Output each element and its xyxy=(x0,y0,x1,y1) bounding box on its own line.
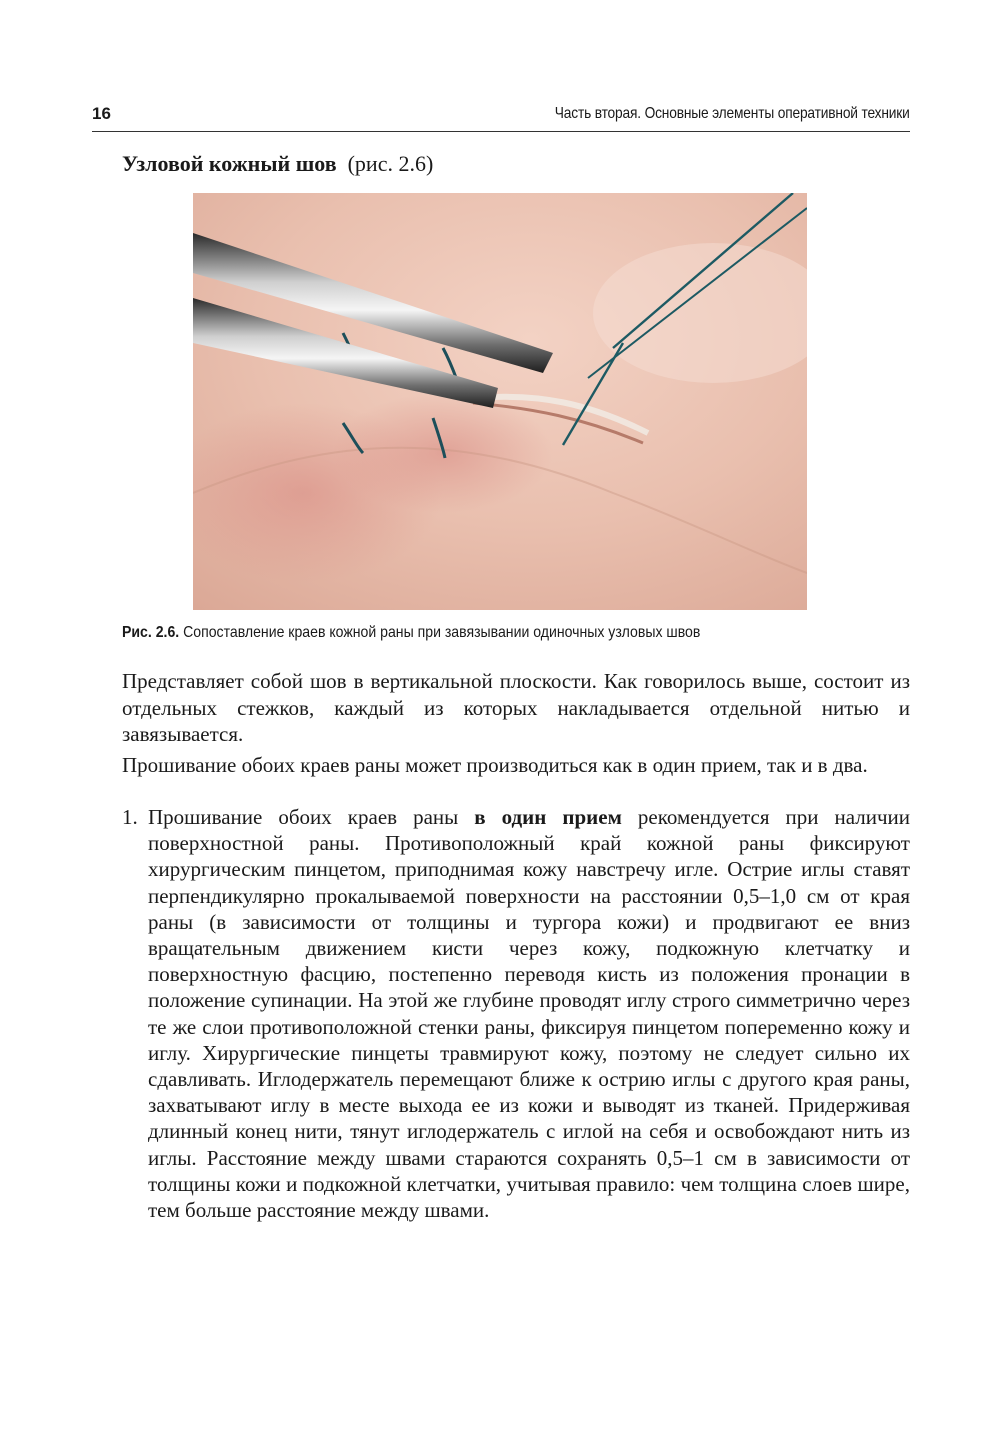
numbered-list xyxy=(122,804,910,1223)
paragraph-1: Представляет собой шов в вертикальной плоскости. Как говорилось выше, состоит из отдельных стежков, каждый из которых накладывается отдельной нитью и завязывается. xyxy=(122,669,910,746)
figure-caption-text: Сопоставление краев кожной раны при завязывании одиночных узловых швов xyxy=(183,624,701,641)
list-item xyxy=(122,804,910,1223)
list-item-emphasis: в один прием xyxy=(474,805,622,829)
figure-label: Рис. 2.6. xyxy=(122,624,180,641)
section-title xyxy=(122,151,433,177)
list-item-text-rest: рекомендуется при наличии поверхностной раны. Противоположный край кожной раны фиксируют хирургическим пинцетом, приподнимая кожу навстречу игле. Острие иглы ставят перпендикулярно прокалываемой поверхности на расстоянии 0,5–1,0 см от края раны (в зависимости от толщины и тургора кожи) и продвигают ее вниз вращательным движением кисти через кожу, подкожную клетчатку и поверхностную фасцию, постепенно переводя кисть из положения пронации в положение супинации. На этой же глубине проводят иглу строго симметрично через те же слои противоположной стенки раны, фиксируя пинцетом попеременно кожу и иглу. Хирургические пинцеты травмируют кожу, поэтому не следует сильно их сдавливать. Иглодержатель перемещают ближе к острию иглы с другого края раны, захватывают иглу в месте выхода ее из кожи и выводят из тканей. Придерживая длинный конец нити, тянут иглодержатель с иглой на себя и освобождают нить из иглы. Расстояние между швами стараются сохранять 0,5–1 см в зависимости от толщины кожи и подкожной клетчатки, учитывая правило: чем толщина слоев шире, тем больше расстояние между швами. xyxy=(148,805,911,1223)
list-item-text-start: Прошивание обоих краев раны xyxy=(148,805,475,829)
header-rule xyxy=(92,131,910,132)
page-number: 16 xyxy=(92,104,111,123)
section-title-text: Узловой кожный шов xyxy=(122,151,337,176)
paragraph-2: Прошивание обоих краев раны может производиться как в один прием, так и в два. xyxy=(122,753,868,777)
list-item-number: 1. xyxy=(122,805,138,829)
figure-reference: (рис. 2.6) xyxy=(347,151,434,176)
running-title: Часть вторая. Основные элементы оперативной техники xyxy=(555,105,910,122)
page-header xyxy=(92,104,910,134)
surgical-photo xyxy=(193,193,807,610)
figure-caption xyxy=(122,624,700,642)
